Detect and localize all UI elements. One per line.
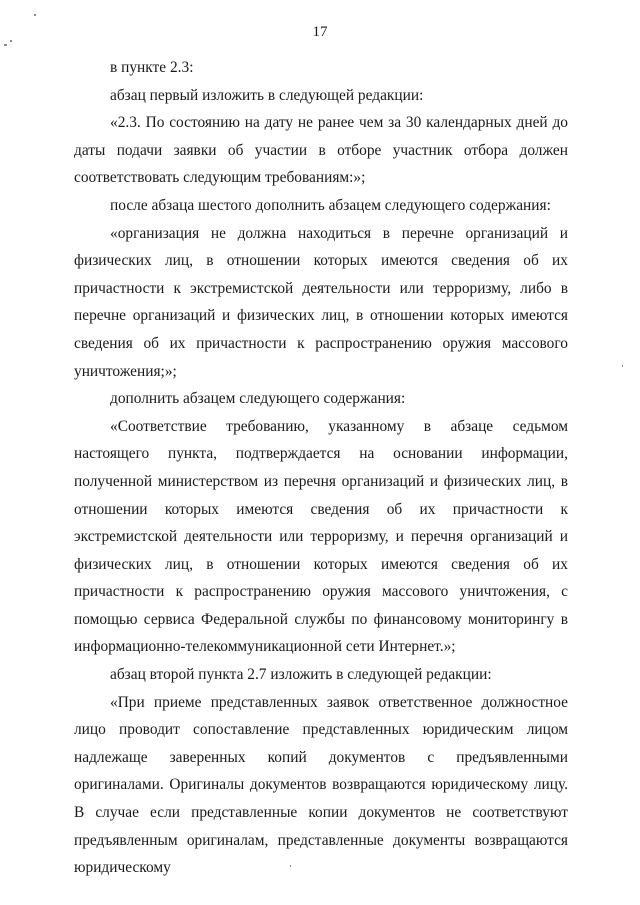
paragraph: «организация не должна находиться в перечне организаций и физических лиц, в отношении которых имеются сведения об их причастности к экстремистской деятельности или терроризму, либо в перечне организаций и физических лиц, в отношении которых имеются сведения об их причастности к распространению оружия массового уничтожения;»;	[74, 224, 568, 380]
document-body	[74, 54, 568, 882]
paragraph: абзац второй пункта 2.7 изложить в следующей редакции:	[110, 666, 492, 684]
paragraph: после абзаца шестого дополнить абзацем следующего содержания:	[110, 196, 551, 214]
paragraph: дополнить абзацем следующего содержания:	[110, 390, 406, 408]
scan-mark	[34, 14, 36, 16]
paragraph: «При приеме представленных заявок ответственное должностное лицо проводит сопоставление представленных юридическим лицом надлежаще заверенных копий документов с предъявленными оригиналами. Оригиналы документов возвращаются юридическому лицу. В случае если представленные копии документов не соответствуют предъявленным оригиналам, представленные документы возвращаются юридическому	[74, 693, 568, 877]
scan-mark	[622, 365, 623, 367]
scan-mark	[4, 44, 7, 46]
paragraph: «Соответствие требованию, указанному в абзаце седьмом настоящего пункта, подтверждается на основании информации, полученной министерством из перечня организаций и физических лиц, в отношении которых имеются сведения об их причастности к экстремистской деятельности или терроризму, и перечня организаций и физических лиц, в отношении которых имеются сведения об их причастности к распространению оружия массового уничтожения, с помощью сервиса Федеральной службы по финансовому мониторингу в информационно-телекоммуникационной сети Интернет.»;	[74, 417, 568, 656]
paragraph: «2.3. По состоянию на дату не ранее чем за 30 календарных дней до даты подачи заявки об участии в отборе участник отбора должен соответствовать следующим требованиям:»;	[74, 114, 568, 187]
paragraph: в пункте 2.3:	[110, 59, 194, 76]
page-number: 17	[312, 24, 328, 40]
paragraph: абзац первый изложить в следующей редакции:	[110, 86, 424, 104]
